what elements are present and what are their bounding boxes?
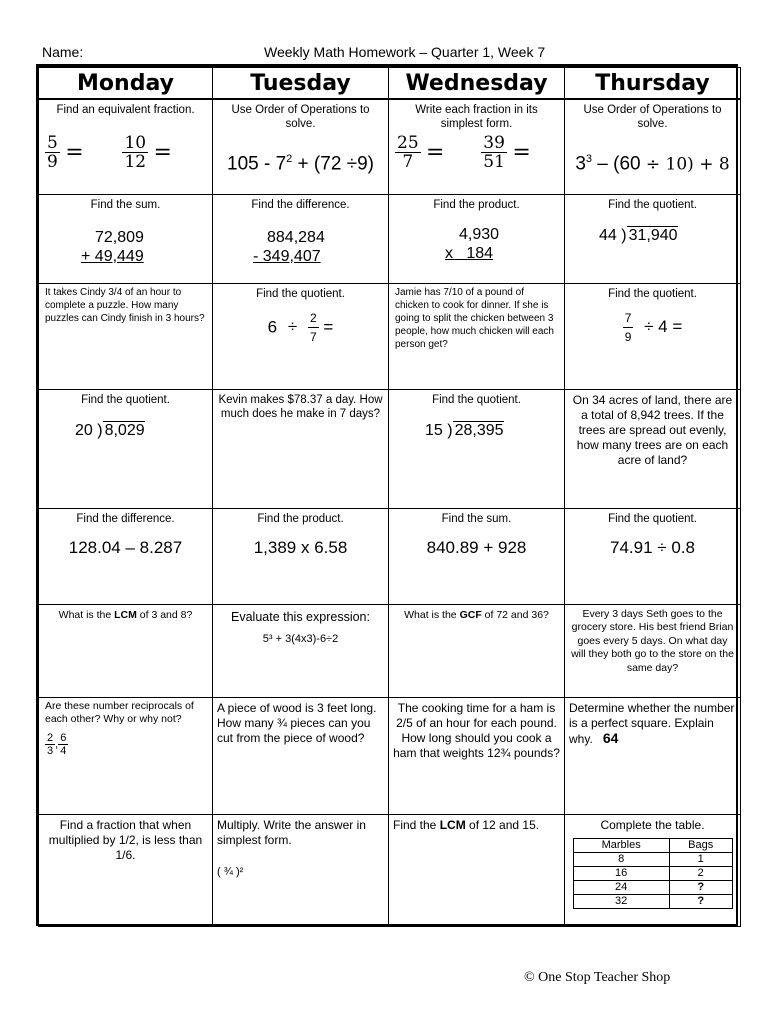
order-of-operations-expression: $3^3 - (60 \div 10) + 8$ [575, 153, 730, 175]
word-problem: It takes Cindy 3/4 of an hour to complete a puzzle. How many puzzles can Cindy finish in 3 hours? [45, 286, 205, 324]
table-row: 32 ? [573, 894, 732, 908]
instruction: Find the difference. [251, 198, 350, 211]
worksheet-title: Weekly Math Homework – Quarter 1, Week 7 [264, 44, 546, 60]
cell-wed-4 [389, 389, 565, 508]
instruction: Find the quotient. [81, 393, 170, 406]
cell-thu-7 [565, 697, 741, 814]
word-problem: On 34 acres of land, there are a total of 8,942 trees. If the trees are spread out evenly, how many trees are on each acre of land? [572, 392, 733, 467]
cell-tue-2 [213, 194, 389, 283]
instruction: Multiply. Write the answer in simplest form. [217, 817, 366, 847]
instruction: Use Order of Operations to solve. [231, 104, 370, 130]
day-header-thursday: Thursday [565, 68, 741, 100]
instruction: Find the product. [433, 198, 520, 211]
expression: 840.89 + 928 [426, 537, 527, 557]
equals-sign: = [65, 140, 84, 165]
cell-thu-1 [565, 99, 741, 194]
division-expression: ÷ 4 = [644, 317, 683, 336]
cell-wed-8 [389, 814, 565, 926]
whole-number: 6 [267, 317, 278, 336]
fraction-denominator: 7 [402, 152, 414, 172]
homework-grid [36, 64, 738, 926]
cell-wed-1 [389, 99, 565, 194]
fraction-denominator: 51 [483, 152, 505, 172]
cell-tue-7 [213, 697, 389, 814]
fraction-numerator: 25 [397, 133, 419, 153]
expression: ( ¾ )² [217, 865, 244, 878]
cell-tue-6 [213, 604, 389, 697]
fraction-numerator: 5 [47, 133, 58, 153]
instruction: Find the sum. [441, 512, 512, 525]
cell-mon-6 [39, 604, 213, 697]
instruction: Find the quotient. [608, 198, 697, 211]
addend: + 49,449 [81, 247, 144, 265]
long-division: 15 ) 28,395 [425, 421, 504, 439]
fraction-denominator: 9 [47, 152, 58, 172]
expression: 74.91 ÷ 0.8 [610, 537, 695, 557]
fraction-numerator: 39 [483, 133, 505, 153]
worksheet-header [42, 44, 742, 64]
cell-mon-2 [39, 194, 213, 283]
cell-mon-1 [39, 99, 213, 194]
cell-wed-5 [389, 508, 565, 604]
long-division: 44 ) 31,940 [599, 226, 678, 244]
table-header: Bags [669, 838, 732, 852]
cell-wed-7 [389, 697, 565, 814]
cell-tue-4 [213, 389, 389, 508]
question: Find a fraction that when multiplied by 1/2, is less than 1/6. [48, 817, 203, 862]
word-problem: Every 3 days Seth goes to the grocery store. His best friend Brian goes every 5 days. On what day will they both go to the store on the same day? [571, 607, 734, 674]
cell-thu-2 [565, 194, 741, 283]
copyright-footer: © One Stop Teacher Shop [524, 970, 671, 985]
cell-thu-3 [565, 283, 741, 389]
expression: 1,389 x 6.58 [253, 537, 348, 557]
cell-mon-8 [39, 814, 213, 926]
table-header: Marbles [573, 838, 669, 852]
instruction: Evaluate this expression: [231, 609, 370, 624]
minuend: 884,284 [267, 228, 325, 246]
instruction: Find the product. [257, 512, 344, 525]
cell-mon-3 [39, 283, 213, 389]
cell-tue-3 [213, 283, 389, 389]
subtrahend: - 349,407 [253, 247, 321, 265]
day-header-tuesday: Tuesday [213, 68, 389, 100]
instruction: Use Order of Operations to solve. [583, 104, 722, 130]
cell-tue-8 [213, 814, 389, 926]
equals-sign: = [426, 140, 445, 165]
order-of-operations-expression: $105 - 7^2 + (72 \div 9)$ [227, 153, 374, 175]
instruction: Find the quotient. [608, 287, 697, 300]
cell-tue-5 [213, 508, 389, 604]
cell-thu-8 [565, 814, 741, 926]
expression: 128.04 – 8.287 [68, 537, 183, 557]
cell-thu-5 [565, 508, 741, 604]
instruction: Complete the table. [600, 817, 705, 832]
factor: 4,930 [459, 225, 500, 243]
fraction-denominator: 7 [309, 329, 317, 344]
fraction-denominator: 12 [124, 152, 147, 172]
word-problem: The cooking time for a ham is 2/5 of an hour for each pound. How long should you cook a ham that weights 12¾ pounds? [393, 700, 560, 760]
day-header-wednesday: Wednesday [389, 68, 565, 100]
expression: 5³ + 3(4x3)-6÷2 [262, 632, 339, 645]
cell-wed-6 [389, 604, 565, 697]
question: What is the LCM of 3 and 8? [58, 608, 193, 621]
question: Determine whether the number is a perfect square. Explain why. 64 [569, 700, 735, 746]
question: What is the GCF of 72 and 36? [404, 608, 549, 621]
cell-wed-3 [389, 283, 565, 389]
cell-thu-4 [565, 389, 741, 508]
instruction: Find the quotient. [608, 512, 697, 525]
table-row: 16 2 [573, 866, 732, 880]
instruction: Find the sum. [90, 198, 161, 211]
word-problem: A piece of wood is 3 feet long. How many ¾ pieces can you cut from the piece of wood? [217, 700, 377, 745]
day-header-monday: Monday [39, 68, 213, 100]
word-problem: Kevin makes $78.37 a day. How much does he make in 7 days? [218, 393, 383, 420]
cell-mon-5 [39, 508, 213, 604]
cell-wed-2 [389, 194, 565, 283]
name-label: Name: [42, 44, 84, 60]
factor: x 184 [445, 244, 494, 262]
equals-sign: = [512, 140, 531, 165]
long-division: 20 ) 8,029 [75, 421, 145, 439]
marbles-table [573, 838, 733, 909]
cell-tue-1 [213, 99, 389, 194]
instruction: Write each fraction in its simplest form. [415, 104, 538, 130]
table-row: 8 1 [573, 852, 732, 866]
equals-sign: = [323, 317, 334, 336]
cell-mon-4 [39, 389, 213, 508]
table-row: 24 ? [573, 880, 732, 894]
instruction: Find the quotient. [256, 287, 345, 300]
addend: 72,809 [95, 228, 144, 246]
fraction-denominator: 9 [624, 329, 632, 344]
question: Find the LCM of 12 and 15. [393, 817, 540, 832]
cell-thu-6 [565, 604, 741, 697]
perfect-square-number: 64 [602, 729, 619, 746]
equals-sign: = [153, 140, 172, 165]
instruction: Find an equivalent fraction. [56, 104, 195, 116]
reciprocal-fractions: $\frac{2}{3}$ , $\frac{6}{4}$ [47, 731, 67, 757]
fraction-numerator: 7 [623, 309, 634, 328]
cell-mon-7 [39, 697, 213, 814]
instruction: Find the quotient. [432, 393, 521, 406]
divide-sign: ÷ [287, 317, 298, 336]
question: Are these number reciprocals of each other? Why or why not? [45, 699, 194, 725]
fraction-numerator: 2 [308, 309, 319, 328]
instruction: Find the difference. [76, 512, 175, 525]
word-problem: Jamie has 7/10 of a pound of chicken to cook for dinner. If she is going to split the chicken between 3 people, how much chicken will each person get? [395, 286, 554, 350]
fraction-numerator: 10 [124, 133, 147, 153]
